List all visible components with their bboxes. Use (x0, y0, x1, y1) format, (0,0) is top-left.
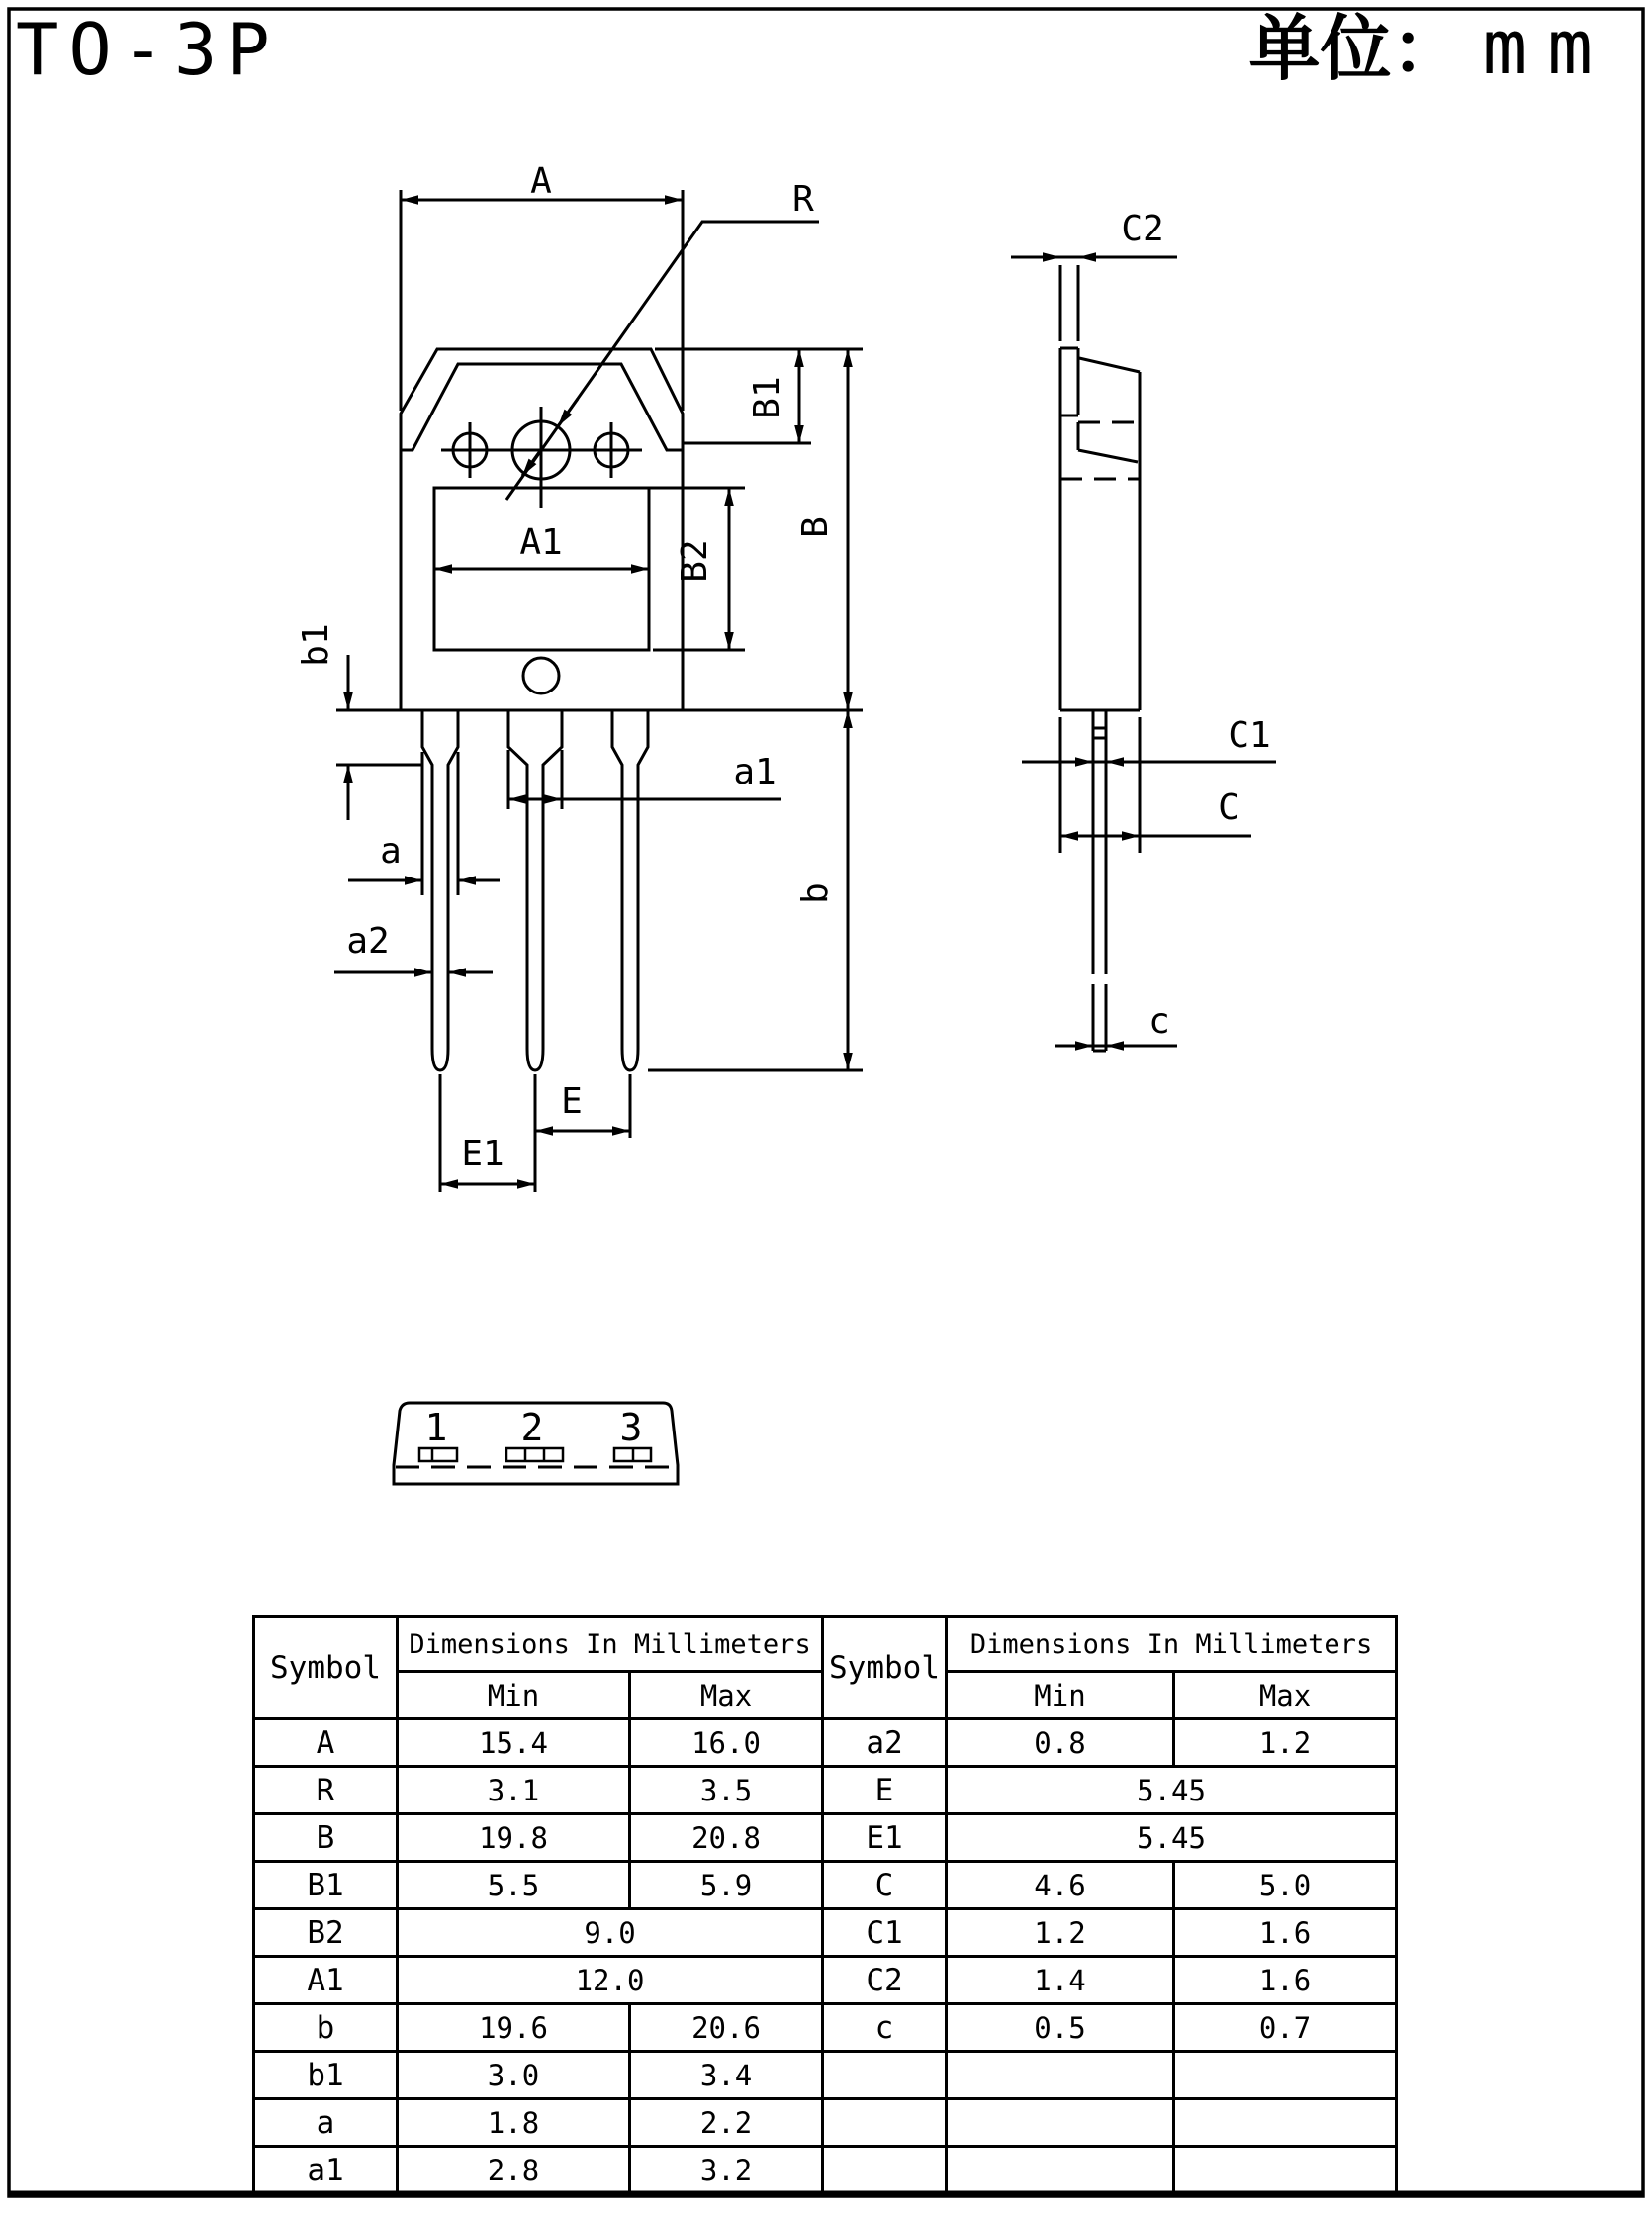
cell-sym: B2 (254, 1909, 398, 1957)
cell-max: 5.9 (630, 1862, 823, 1909)
cell-sym: C2 (823, 1957, 947, 2004)
dimension-labels (296, 161, 1271, 1174)
cell-sym: B1 (254, 1862, 398, 1909)
table-row (254, 2147, 823, 2194)
cell-min: 15.4 (398, 1719, 630, 1767)
pin-number-1: 1 (424, 1406, 448, 1449)
dim-label-C2: C2 (1121, 209, 1164, 249)
cell-max: 20.6 (630, 2004, 823, 2052)
cell-sym: E1 (823, 1814, 947, 1862)
table-row (823, 2004, 1397, 2052)
cell-max: 1.6 (1174, 1957, 1397, 2004)
bottom-pads (419, 1448, 651, 1461)
cell-max (1174, 2052, 1397, 2099)
cell-sym (823, 2052, 947, 2099)
right-symbol-header: Symbol (823, 1617, 947, 1719)
dim-label-R: R (792, 179, 814, 220)
cell-min: 5.5 (398, 1862, 630, 1909)
cell-sym (823, 2099, 947, 2147)
cell-max: 5.0 (1174, 1862, 1397, 1909)
table-row (823, 2052, 1397, 2099)
cell-sym: a1 (254, 2147, 398, 2194)
cell-min: 19.6 (398, 2004, 630, 2052)
cell-sym: C (823, 1862, 947, 1909)
dim-label-a: a (380, 831, 402, 872)
cell-merged-value: 12.0 (398, 1957, 823, 2004)
dim-label-A1: A1 (519, 522, 563, 563)
dim-label-C: C (1218, 787, 1239, 828)
table-row (254, 1719, 823, 1767)
dim-label-c: c (1148, 1001, 1170, 1042)
dim-label-A: A (530, 161, 552, 202)
dim-label-C1: C1 (1228, 715, 1271, 756)
pin-number-2: 2 (520, 1406, 544, 1449)
cell-min (947, 2052, 1174, 2099)
cell-min: 3.1 (398, 1767, 630, 1814)
cell-min: 3.0 (398, 2052, 630, 2099)
dim-label-b: b (795, 882, 836, 904)
front-lower-circle (523, 658, 559, 693)
cell-max: 16.0 (630, 1719, 823, 1767)
table-row (823, 1767, 1397, 1814)
cell-max: 1.6 (1174, 1909, 1397, 1957)
left-symbol-header: Symbol (254, 1617, 398, 1719)
front-lead-1 (422, 710, 458, 1070)
dim-label-B2: B2 (675, 539, 715, 583)
cell-min: 2.8 (398, 2147, 630, 2194)
left-max-header: Max (630, 1672, 823, 1719)
cell-min: 0.8 (947, 1719, 1174, 1767)
cell-sym: a2 (823, 1719, 947, 1767)
table-row (254, 1767, 823, 1814)
cell-max: 3.2 (630, 2147, 823, 2194)
cell-min (947, 2099, 1174, 2147)
dimension-table-right (821, 1615, 1398, 2195)
dim-label-a1: a1 (733, 752, 777, 792)
dim-label-E1: E1 (461, 1134, 505, 1174)
unit-label: 单位： (1248, 6, 1463, 90)
table-row (254, 1814, 823, 1862)
dim-label-B1: B1 (747, 376, 787, 419)
table-row (254, 1909, 823, 1957)
cell-min: 1.8 (398, 2099, 630, 2147)
cell-max: 20.8 (630, 1814, 823, 1862)
cell-max: 3.5 (630, 1767, 823, 1814)
table-row (254, 2099, 823, 2147)
pin-numbers (425, 1406, 643, 1449)
front-lead-3 (612, 710, 648, 1070)
cell-max (1174, 2099, 1397, 2147)
pad-2 (506, 1448, 563, 1461)
cell-merged-value: 5.45 (947, 1814, 1397, 1862)
dimension-table-left (252, 1615, 824, 2195)
table-row (254, 1957, 823, 2004)
table-row (254, 1862, 823, 1909)
lead1-extension-lines (422, 752, 458, 895)
cell-sym: c (823, 2004, 947, 2052)
table-row (254, 2052, 823, 2099)
leader-R (506, 222, 819, 500)
cell-sym: B (254, 1814, 398, 1862)
cell-max: 3.4 (630, 2052, 823, 2099)
cell-min (947, 2147, 1174, 2194)
cell-min: 1.4 (947, 1957, 1174, 2004)
pad-1 (419, 1448, 457, 1461)
cell-sym: A (254, 1719, 398, 1767)
right-dim-header: Dimensions In Millimeters (947, 1617, 1397, 1672)
cell-max: 0.7 (1174, 2004, 1397, 2052)
table-row (823, 1719, 1397, 1767)
side-view (1011, 257, 1276, 1051)
table-row (823, 1957, 1397, 2004)
table-row (823, 2099, 1397, 2147)
dim-A (401, 190, 683, 411)
dim-label-b1: b1 (296, 623, 336, 667)
table-row (823, 1909, 1397, 1957)
front-centerlines (441, 407, 642, 508)
right-min-header: Min (947, 1672, 1174, 1719)
front-view (334, 190, 863, 1192)
dim-label-a2: a2 (346, 921, 390, 962)
cell-sym: b1 (254, 2052, 398, 2099)
dim-E (535, 1074, 630, 1138)
table-row (823, 1862, 1397, 1909)
cell-sym: C1 (823, 1909, 947, 1957)
cell-min: 19.8 (398, 1814, 630, 1862)
table-row (254, 2004, 823, 2052)
cell-sym (823, 2147, 947, 2194)
cell-sym: b (254, 2004, 398, 2052)
dim-C2 (1011, 257, 1177, 341)
cell-sym: E (823, 1767, 947, 1814)
cell-max (1174, 2147, 1397, 2194)
table-row (823, 1814, 1397, 1862)
cell-min: 4.6 (947, 1862, 1174, 1909)
cell-merged-value: 9.0 (398, 1909, 823, 1957)
dim-label-E: E (561, 1081, 583, 1122)
cell-sym: A1 (254, 1957, 398, 2004)
pin-number-3: 3 (619, 1406, 643, 1449)
cell-min: 0.5 (947, 2004, 1174, 2052)
cell-max: 1.2 (1174, 1719, 1397, 1767)
cell-merged-value: 5.45 (947, 1767, 1397, 1814)
side-body-outline (1060, 348, 1140, 710)
left-min-header: Min (398, 1672, 630, 1719)
page-title: TO-3P (16, 8, 280, 91)
right-max-header: Max (1174, 1672, 1397, 1719)
cell-min: 1.2 (947, 1909, 1174, 1957)
dim-label-B: B (795, 516, 836, 538)
cell-sym: R (254, 1767, 398, 1814)
table-row (823, 2147, 1397, 2194)
front-lead-2 (508, 710, 562, 1070)
cell-max: 2.2 (630, 2099, 823, 2147)
dim-C (1060, 717, 1251, 853)
unit-value: mm (1482, 3, 1612, 91)
cell-sym: a (254, 2099, 398, 2147)
dim-b1 (336, 655, 422, 820)
left-dim-header: Dimensions In Millimeters (398, 1617, 823, 1672)
side-hidden-lines (1060, 422, 1140, 479)
